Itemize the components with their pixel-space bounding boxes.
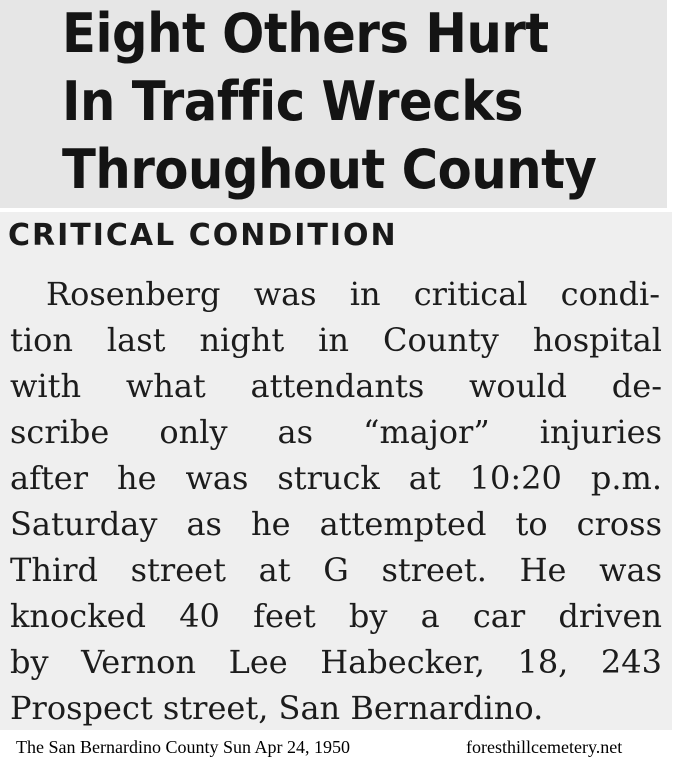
headline-line-2: In Traffic Wrecks bbox=[62, 70, 523, 133]
article-line-4: scribe only as “major” injuries bbox=[10, 413, 662, 451]
article-line-3: with what attendants would de- bbox=[10, 367, 662, 405]
caption-source: The San Bernardino County Sun Apr 24, 1950 bbox=[16, 737, 350, 757]
article-line-1: Rosenberg was in critical condi- bbox=[46, 275, 660, 313]
article-line-7: Third street at G street. He was bbox=[10, 551, 662, 589]
article-line-5: after he was struck at 10:20 p.m. bbox=[10, 459, 662, 497]
article-line-10: Prospect street, San Bernardino. bbox=[10, 689, 544, 727]
article-line-9: by Vernon Lee Habecker, 18, 243 bbox=[10, 643, 662, 681]
article-line-2: tion last night in County hospital bbox=[10, 321, 662, 359]
article-line-8: knocked 40 feet by a car driven bbox=[10, 597, 662, 635]
caption-website: foresthillcemetery.net bbox=[466, 737, 623, 757]
headline-line-3: Throughout County bbox=[62, 138, 597, 201]
article-line-6: Saturday as he attempted to cross bbox=[10, 505, 662, 543]
headline-block bbox=[0, 0, 667, 208]
headline-line-1: Eight Others Hurt bbox=[62, 2, 549, 65]
article-subhead: CRITICAL CONDITION bbox=[8, 218, 398, 253]
